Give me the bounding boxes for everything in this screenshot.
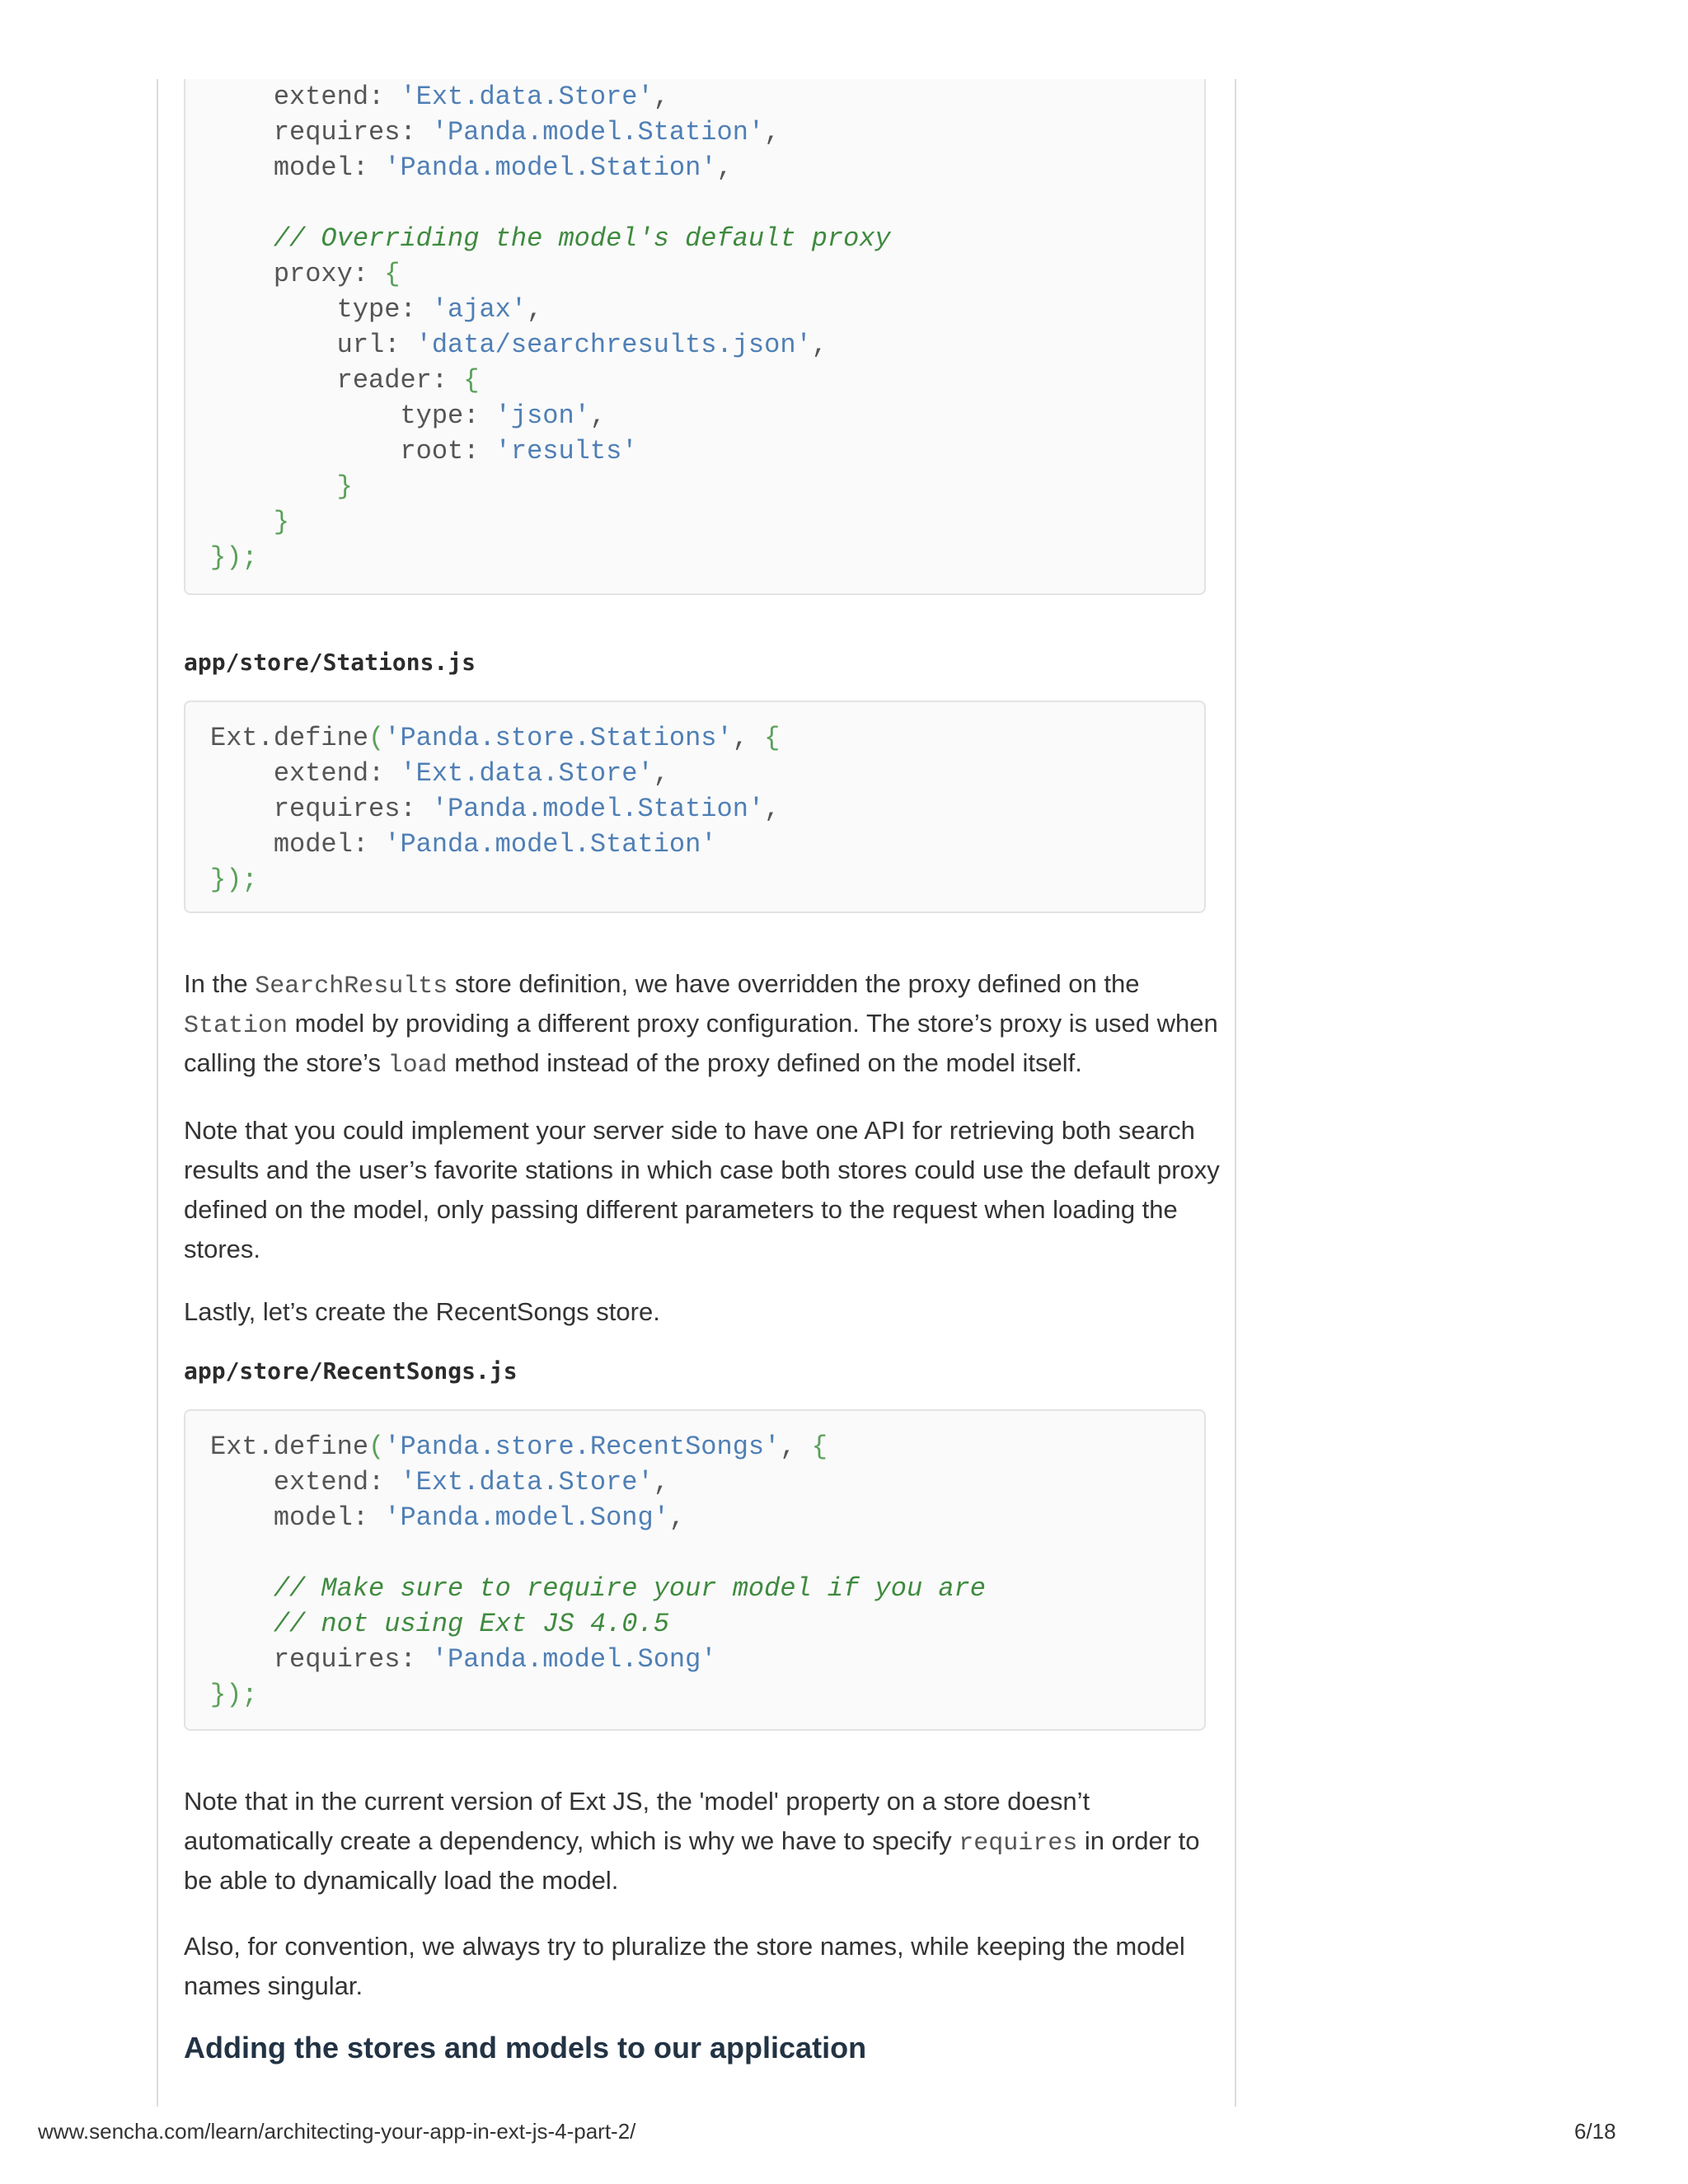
code-token xyxy=(210,471,337,502)
code-token: , xyxy=(732,723,765,753)
code-token: extend: xyxy=(210,82,401,112)
code-token xyxy=(210,223,274,254)
text-span: calling the store’s xyxy=(184,1048,388,1077)
code-token: ) xyxy=(226,865,242,895)
code-token: 'data/searchresults.json' xyxy=(415,330,812,360)
code-token: { xyxy=(384,259,401,289)
paragraph-naming-convention xyxy=(184,1927,1214,2006)
code-token: 'Panda.model.Station' xyxy=(431,794,765,824)
code-line xyxy=(210,256,400,292)
code-token: , xyxy=(780,1432,812,1462)
code-token: , xyxy=(653,82,669,112)
code-line xyxy=(210,720,780,756)
paragraph-line: Also, for convention, we always try to pluralize the store names, while keeping the model xyxy=(184,1932,1185,1961)
code-block-recentsongs xyxy=(184,1409,1206,1731)
code-line xyxy=(210,434,637,469)
code-token: reader: xyxy=(210,365,464,396)
code-token: } xyxy=(210,542,227,573)
section-heading: Adding the stores and models to our application xyxy=(184,2031,867,2064)
code-line xyxy=(210,862,258,898)
code-token: ( xyxy=(368,723,385,753)
code-token: type: xyxy=(210,401,495,431)
code-token: ; xyxy=(241,1680,258,1710)
code-token: 'results' xyxy=(495,436,638,466)
code-token: 'Panda.store.RecentSongs' xyxy=(384,1432,781,1462)
code-token: extend: xyxy=(210,1467,401,1497)
code-token: 'Panda.model.Station' xyxy=(384,152,717,183)
text-span: model by providing a different proxy configuration. The store’s proxy is used when xyxy=(288,1009,1218,1038)
code-token: Ext.define xyxy=(210,1432,369,1462)
code-line xyxy=(210,1500,685,1535)
paragraph-server-side-note xyxy=(184,1111,1220,1269)
text-span: automatically create a dependency, which is why we have to specify xyxy=(184,1826,959,1855)
inline-code-searchresults: SearchResults xyxy=(255,972,448,1001)
code-line xyxy=(210,791,780,827)
text-span: in order to xyxy=(1077,1826,1200,1855)
code-token: } xyxy=(273,507,290,537)
code-line xyxy=(210,327,828,363)
code-token: , xyxy=(589,401,607,431)
code-token: 'Ext.data.Store' xyxy=(400,758,654,789)
code-token: , xyxy=(653,1467,669,1497)
code-token: ) xyxy=(226,542,242,573)
code-token: , xyxy=(764,117,781,148)
paragraph-line: defined on the model, only passing different parameters to the request when loading the xyxy=(184,1195,1178,1224)
code-line xyxy=(210,1642,717,1677)
code-token: 'ajax' xyxy=(431,294,528,325)
code-token: { xyxy=(463,365,480,396)
code-line xyxy=(210,1606,669,1642)
code-token: model: xyxy=(210,829,385,860)
code-token: // Make sure to require your model if you are xyxy=(273,1573,986,1604)
code-line xyxy=(210,827,717,862)
code-token: requires: xyxy=(210,117,432,148)
code-line xyxy=(210,504,289,540)
code-token: model: xyxy=(210,152,385,183)
text-span: In the xyxy=(184,969,256,998)
code-line xyxy=(210,1571,986,1606)
paragraph-line: be able to dynamically load the model. xyxy=(184,1866,619,1895)
code-token: } xyxy=(336,471,353,502)
code-token: Ext.define xyxy=(210,723,369,753)
code-token: proxy: xyxy=(210,259,385,289)
code-token: // Overriding the model's default proxy xyxy=(273,223,891,254)
code-token: type: xyxy=(210,294,432,325)
code-token: requires: xyxy=(210,1644,432,1675)
inline-code-load: load xyxy=(387,1052,448,1080)
code-token: ( xyxy=(368,1432,385,1462)
code-line xyxy=(210,540,258,575)
paragraph-line: names singular. xyxy=(184,1971,363,2000)
code-line xyxy=(210,292,542,327)
code-token: 'Panda.store.Stations' xyxy=(384,723,733,753)
code-token: 'Panda.model.Station' xyxy=(431,117,765,148)
code-line xyxy=(210,115,780,150)
paragraph-line: Lastly, let’s create the RecentSongs store. xyxy=(184,1297,660,1326)
code-token: , xyxy=(716,152,733,183)
code-line xyxy=(210,1677,258,1713)
code-token: } xyxy=(210,1680,227,1710)
code-token: root: xyxy=(210,436,495,466)
code-token: url: xyxy=(210,330,416,360)
inline-code-station: Station xyxy=(184,1012,288,1040)
footer-page-number: 6/18 xyxy=(1574,2119,1616,2144)
code-token xyxy=(210,1573,274,1604)
code-block-stations xyxy=(184,701,1206,913)
code-token: , xyxy=(653,758,669,789)
footer-url: www.sencha.com/learn/architecting-your-app-in-ext-js-4-part-2/ xyxy=(38,2119,636,2144)
code-token: 'Panda.model.Station' xyxy=(384,829,717,860)
code-token: model: xyxy=(210,1502,385,1533)
code-token: { xyxy=(764,723,781,753)
code-line xyxy=(210,469,353,504)
text-span: method instead of the proxy defined on the model itself. xyxy=(447,1048,1082,1077)
file-label-stations: app/store/Stations.js xyxy=(184,649,476,676)
code-token: , xyxy=(764,794,781,824)
file-label-recentsongs: app/store/RecentSongs.js xyxy=(184,1357,518,1385)
paragraph-model-dependency-note xyxy=(184,1782,1214,1900)
code-line xyxy=(210,221,891,256)
text-span: store definition, we have overridden the proxy defined on the xyxy=(448,969,1140,998)
paragraph-line: results and the user’s favorite stations in which case both stores could use the default proxy xyxy=(184,1155,1220,1184)
code-token: extend: xyxy=(210,758,401,789)
code-token: 'Ext.data.Store' xyxy=(400,82,654,112)
code-token xyxy=(210,507,274,537)
inline-code-requires: requires xyxy=(959,1830,1078,1858)
paragraph-line: Note that in the current version of Ext JS, the 'model' property on a store doesn’t xyxy=(184,1787,1090,1816)
code-line xyxy=(210,756,669,791)
paragraph-searchresults-explanation xyxy=(184,964,1218,1083)
code-token: , xyxy=(668,1502,686,1533)
code-token: } xyxy=(210,865,227,895)
code-token: 'Ext.data.Store' xyxy=(400,1467,654,1497)
code-token xyxy=(210,1609,274,1639)
code-token: requires: xyxy=(210,794,432,824)
code-token: 'Panda.model.Song' xyxy=(384,1502,669,1533)
code-token: ; xyxy=(241,542,258,573)
code-line xyxy=(210,1429,828,1465)
code-line xyxy=(210,1465,669,1500)
paragraph-line: Note that you could implement your server side to have one API for retrieving both search xyxy=(184,1116,1195,1145)
code-token: // not using Ext JS 4.0.5 xyxy=(273,1609,669,1639)
code-token: ; xyxy=(241,865,258,895)
code-line xyxy=(210,398,606,434)
code-token: ) xyxy=(226,1680,242,1710)
code-line xyxy=(210,79,669,115)
paragraph-lastly xyxy=(184,1292,1214,1332)
code-line xyxy=(210,150,733,185)
code-token: , xyxy=(811,330,828,360)
code-line xyxy=(210,363,479,398)
code-token: 'Panda.model.Song' xyxy=(431,1644,717,1675)
code-token: 'json' xyxy=(495,401,590,431)
code-token: { xyxy=(811,1432,828,1462)
code-token: , xyxy=(527,294,543,325)
paragraph-line: stores. xyxy=(184,1235,261,1263)
code-block-searchresults xyxy=(184,79,1206,595)
